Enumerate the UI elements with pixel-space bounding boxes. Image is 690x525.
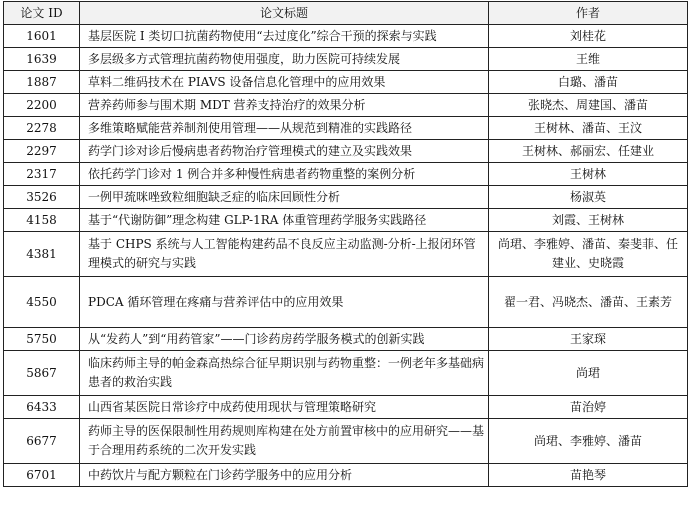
paper-title-cell: 基于“代谢防御”理念构建 GLP-1RA 体重管理药学服务实践路径 (80, 209, 489, 232)
author-cell: 刘霞、王树林 (489, 209, 688, 232)
paper-title-cell: 基层医院 I 类切口抗菌药物使用“去过度化”综合干预的探索与实践 (80, 25, 489, 48)
table-row (4, 232, 688, 277)
author-cell: 王树林、潘苗、王汶 (489, 117, 688, 140)
header-author: 作者 (489, 2, 688, 25)
paper-id-cell: 5867 (4, 351, 80, 396)
paper-title-cell: PDCA 循环管理在疼痛与营养评估中的应用效果 (80, 277, 489, 328)
author-cell: 王树林、郝丽宏、任建业 (489, 140, 688, 163)
table-row (4, 117, 688, 140)
table-row (4, 209, 688, 232)
table-row (4, 328, 688, 351)
table-row (4, 94, 688, 117)
paper-title-cell: 多层级多方式管理抗菌药物使用强度，助力医院可持续发展 (80, 48, 489, 71)
table-row (4, 48, 688, 71)
author-cell: 翟一君、冯晓杰、潘苗、王素芳 (489, 277, 688, 328)
paper-title-cell: 中药饮片与配方颗粒在门诊药学服务中的应用分析 (80, 464, 489, 487)
author-cell: 王维 (489, 48, 688, 71)
paper-id-cell: 4550 (4, 277, 80, 328)
author-cell: 尚珺、李雅婷、潘苗 (489, 419, 688, 464)
paper-title-cell: 山西省某医院日常诊疗中成药使用现状与管理策略研究 (80, 396, 489, 419)
paper-id-cell: 1639 (4, 48, 80, 71)
header-paper-title: 论文标题 (80, 2, 489, 25)
table-row (4, 163, 688, 186)
author-cell: 尚珺、李雅婷、潘苗、秦斐菲、任建业、史晓霞 (489, 232, 688, 277)
paper-id-cell: 4158 (4, 209, 80, 232)
header-paper-id: 论文 ID (4, 2, 80, 25)
table-row (4, 351, 688, 396)
paper-table-container (3, 1, 687, 487)
author-cell: 尚珺 (489, 351, 688, 396)
paper-id-cell: 6677 (4, 419, 80, 464)
paper-id-cell: 6701 (4, 464, 80, 487)
author-cell: 杨淑英 (489, 186, 688, 209)
paper-title-cell: 一例甲巯咪唑致粒细胞缺乏症的临床回顾性分析 (80, 186, 489, 209)
author-cell: 白璐、潘苗 (489, 71, 688, 94)
paper-title-cell: 依托药学门诊对 1 例合并多种慢性病患者药物重整的案例分析 (80, 163, 489, 186)
table-row (4, 396, 688, 419)
author-cell: 苗艳琴 (489, 464, 688, 487)
author-cell: 王树林 (489, 163, 688, 186)
paper-table (3, 1, 688, 487)
paper-id-cell: 3526 (4, 186, 80, 209)
table-row (4, 186, 688, 209)
table-row (4, 71, 688, 94)
paper-title-cell: 草料二维码技术在 PIAVS 设备信息化管理中的应用效果 (80, 71, 489, 94)
paper-id-cell: 6433 (4, 396, 80, 419)
paper-id-cell: 4381 (4, 232, 80, 277)
paper-title-cell: 临床药师主导的帕金森高热综合征早期识别与药物重整：一例老年多基础病患者的救治实践 (80, 351, 489, 396)
author-cell: 张晓杰、周建国、潘苗 (489, 94, 688, 117)
paper-title-cell: 从“发药人”到“用药管家”——门诊药房药学服务模式的创新实践 (80, 328, 489, 351)
paper-id-cell: 2297 (4, 140, 80, 163)
paper-title-cell: 药师主导的医保限制性用药规则库构建在处方前置审核中的应用研究——基于合理用药系统的二次开发实践 (80, 419, 489, 464)
paper-id-cell: 1601 (4, 25, 80, 48)
paper-title-cell: 营养药师参与围术期 MDT 营养支持治疗的效果分析 (80, 94, 489, 117)
paper-title-cell: 多维策略赋能营养制剂使用管理——从规范到精准的实践路径 (80, 117, 489, 140)
table-row (4, 25, 688, 48)
table-row (4, 419, 688, 464)
table-row (4, 464, 688, 487)
paper-id-cell: 2317 (4, 163, 80, 186)
paper-id-cell: 2200 (4, 94, 80, 117)
table-header-row (4, 2, 688, 25)
table-row (4, 140, 688, 163)
paper-title-cell: 药学门诊对诊后慢病患者药物治疗管理模式的建立及实践效果 (80, 140, 489, 163)
table-row (4, 277, 688, 328)
paper-id-cell: 2278 (4, 117, 80, 140)
author-cell: 王家琛 (489, 328, 688, 351)
paper-id-cell: 1887 (4, 71, 80, 94)
author-cell: 刘桂花 (489, 25, 688, 48)
paper-id-cell: 5750 (4, 328, 80, 351)
author-cell: 苗治婷 (489, 396, 688, 419)
paper-title-cell: 基于 CHPS 系统与人工智能构建药品不良反应主动监测-分析-上报闭环管理模式的研究与实践 (80, 232, 489, 277)
